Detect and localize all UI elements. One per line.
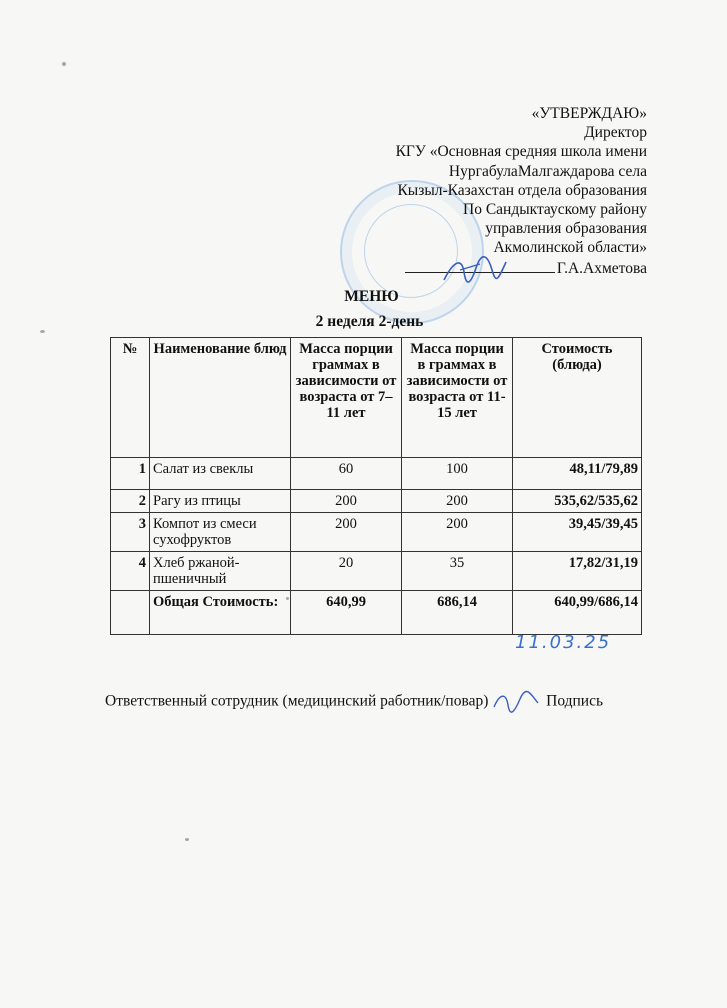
approval-line: управления образования	[485, 220, 647, 238]
row-name: Компот из смеси сухофруктов	[150, 513, 291, 552]
row-cost: 39,45/39,45	[513, 513, 642, 552]
row-mass-11-15: 35	[402, 552, 513, 591]
header-name: Наименование блюд	[150, 338, 291, 458]
row-mass-11-15: 100	[402, 458, 513, 490]
row-name: Рагу из птицы	[150, 490, 291, 513]
table-row	[111, 490, 642, 513]
row-mass-7-11: 200	[291, 490, 402, 513]
total-mass-7-11: 640,99	[291, 591, 402, 635]
row-num: 1	[111, 458, 150, 490]
scan-speck	[62, 62, 66, 66]
approval-line: По Сандыктаускому району	[463, 201, 647, 219]
row-cost: 535,62/535,62	[513, 490, 642, 513]
row-mass-7-11: 20	[291, 552, 402, 591]
row-cost: 48,11/79,89	[513, 458, 642, 490]
row-cost: 17,82/31,19	[513, 552, 642, 591]
approval-line: КГУ «Основная средняя школа имени	[395, 143, 647, 161]
signature-label: Подпись	[546, 692, 604, 710]
table-header-row	[111, 338, 642, 458]
row-name: Хлеб ржаной-пшеничный	[150, 552, 291, 591]
row-mass-7-11: 200	[291, 513, 402, 552]
total-mass-11-15: 686,14	[402, 591, 513, 635]
row-mass-7-11: 60	[291, 458, 402, 490]
approval-line: Кызыл-Казахстан отдела образования	[397, 181, 647, 199]
total-num-cell	[111, 591, 150, 635]
page-subtitle: 2 неделя 2-день	[315, 313, 424, 330]
approval-line: Акмолинской области»	[493, 239, 647, 257]
row-num: 2	[111, 490, 150, 513]
table-row	[111, 458, 642, 490]
total-cost: 640,99/686,14	[513, 591, 642, 635]
director-signature	[440, 250, 510, 290]
approval-position: Директор	[584, 124, 647, 142]
row-name: Салат из свеклы	[150, 458, 291, 490]
table-total-row	[111, 591, 642, 635]
approval-line: НургабулаМалгаждарова села	[448, 162, 647, 180]
header-mass-7-11: Масса порции граммах в зависимости от возраста от 7–11 лет	[291, 338, 402, 458]
menu-table	[110, 337, 642, 635]
row-num: 3	[111, 513, 150, 552]
table-row	[111, 552, 642, 591]
row-num: 4	[111, 552, 150, 591]
total-label: Общая Стоимость:	[150, 591, 291, 635]
approval-heading: «УТВЕРЖДАЮ»	[531, 105, 647, 122]
signatory-name: Г.А.Ахметова	[556, 259, 647, 277]
staff-signature	[492, 689, 542, 715]
table-row	[111, 513, 642, 552]
handwritten-date: 11.03.25	[515, 632, 612, 653]
row-mass-11-15: 200	[402, 513, 513, 552]
scan-speck	[185, 838, 189, 841]
page-title: МЕНЮ	[344, 288, 399, 305]
scan-speck	[286, 597, 289, 600]
scan-speck	[40, 330, 45, 333]
responsible-label: Ответственный сотрудник (медицинский работник/повар)	[105, 692, 489, 710]
footer-responsible	[105, 689, 603, 715]
header-mass-11-15: Масса порции в граммах в зависимости от возраста от 11-15 лет	[402, 338, 513, 458]
row-mass-11-15: 200	[402, 490, 513, 513]
header-num: №	[111, 338, 150, 458]
header-cost: Стоимость (блюда)	[513, 338, 642, 458]
